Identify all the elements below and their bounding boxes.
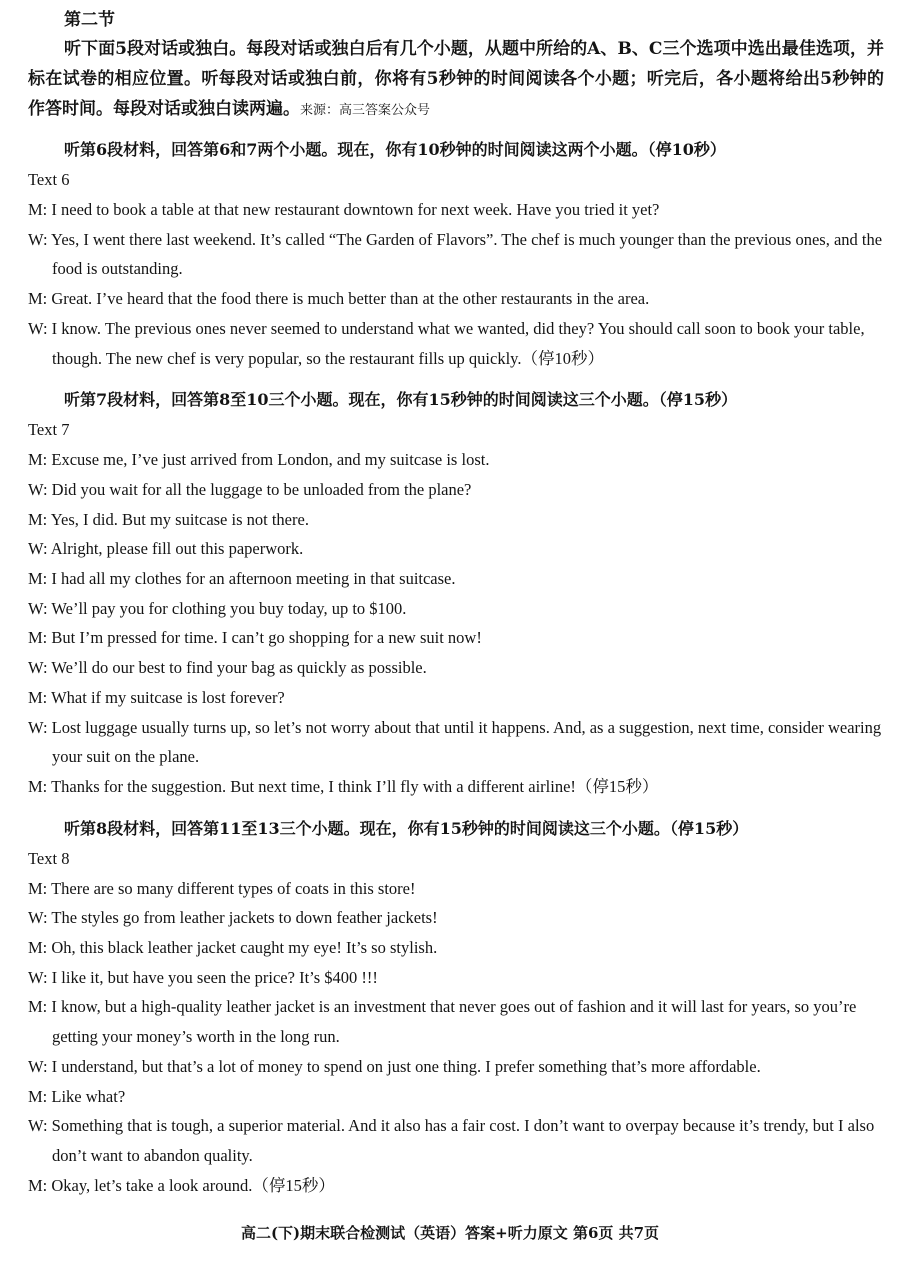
dialogue-line: M: I know, but a high-quality leather jacket is an investment that never goes out of fashion and it will last for years, so you’re getting your money’s worth in the long run.: [28, 997, 857, 1047]
dialogue-line: W: Yes, I went there last weekend. It’s called “The Garden of Flavors”. The chef is much younger than the previous ones, and the food is outstanding.: [28, 229, 883, 279]
dialogue-line: M: Yes, I did. But my suitcase is not there.: [28, 509, 309, 529]
section-title: 第二节: [64, 10, 115, 30]
dialogue-line: M: Oh, this black leather jacket caught my eye! It’s so stylish.: [28, 938, 438, 958]
dialogue-line: W: I like it, but have you seen the price? It’s $400 !!!: [28, 967, 378, 987]
dialogue-line: M: There are so many different types of coats in this store!: [28, 878, 416, 898]
dialogue-line: W: The styles go from leather jackets to down feather jackets!: [28, 908, 438, 928]
dialogue-line: M: I had all my clothes for an afternoon meeting in that suitcase.: [28, 569, 456, 589]
text-6-prompt: 听第6段材料，回答第6和7两个小题。现在，你有10秒钟的时间阅读这两个小题。（停10秒）: [64, 140, 726, 159]
dialogue-line: M: Excuse me, I’ve just arrived from London, and my suitcase is lost.: [28, 450, 490, 470]
instructions-text: 听下面5段对话或独白。每段对话或独白后有几个小题，从题中所给的A、B、C三个选项中选出最佳选项，并标在试卷的相应位置。听每段对话或独白前，你将有5秒钟的时间阅读各个小题；听完后，各小题将给出5秒钟的作答时间。每段对话或独白读两遍。: [28, 39, 884, 119]
text-6-block: [28, 135, 884, 373]
dialogue-line: M: Thanks for the suggestion. But next time, I think I’ll fly with a different airline!（停15秒）: [28, 776, 659, 796]
source-note: 来源：高三答案公众号: [300, 103, 431, 118]
dialogue-line: M: What if my suitcase is lost forever?: [28, 687, 285, 707]
text-8-label: Text 8: [28, 848, 70, 868]
text-8-block: [28, 814, 884, 1201]
page-footer: 高二(下)期末联合检测试（英语）答案+听力原文 第6页 共7页: [240, 1224, 660, 1242]
dialogue-line: M: Like what?: [28, 1086, 126, 1106]
dialogue-line: W: We’ll do our best to find your bag as quickly as possible.: [28, 658, 427, 678]
dialogue-line: W: I understand, but that’s a lot of money to spend on just one thing. I prefer something that’s more affordable.: [28, 1056, 761, 1076]
dialogue-line: M: I need to book a table at that new restaurant downtown for next week. Have you tried it yet?: [28, 200, 660, 219]
dialogue-line: M: Okay, let’s take a look around.（停15秒）: [28, 1175, 335, 1195]
text-8-prompt: 听第8段材料，回答第11至13三个小题。现在，你有15秒钟的时间阅读这三个小题。（停15秒）: [64, 818, 749, 838]
dialogue-line: M: Great. I’ve heard that the food there is much better than at the other restaurants in the area.: [28, 289, 650, 309]
dialogue-line: M: But I’m pressed for time. I can’t go shopping for a new suit now!: [28, 628, 482, 648]
section-instructions: [28, 34, 884, 126]
text-6-label: Text 6: [28, 170, 70, 189]
dialogue-line: W: Lost luggage usually turns up, so let’s not worry about that until it happens. And, as a suggestion, next time, consider wearing your suit on the plane.: [28, 717, 882, 767]
text-7-prompt: 听第7段材料，回答第8至10三个小题。现在，你有15秒钟的时间阅读这三个小题。（停15秒）: [64, 390, 738, 410]
dialogue-line: W: We’ll pay you for clothing you buy today, up to $100.: [28, 598, 407, 618]
dialogue-line: W: Did you wait for all the luggage to be unloaded from the plane?: [28, 479, 472, 499]
dialogue-line: W: I know. The previous ones never seemed to understand what we wanted, did they? You should call soon to book your table, though. The new chef is very popular, so the restaurant fills up quickly.（停10秒）: [28, 318, 865, 368]
text-7-label: Text 7: [28, 420, 70, 440]
text-7-block: [28, 385, 884, 801]
dialogue-line: W: Alright, please fill out this paperwork.: [28, 539, 304, 559]
dialogue-line: W: Something that is tough, a superior material. And it also has a fair cost. I don’t want to overpay because it’s trendy, but I also don’t want to abandon quality.: [28, 1116, 875, 1165]
